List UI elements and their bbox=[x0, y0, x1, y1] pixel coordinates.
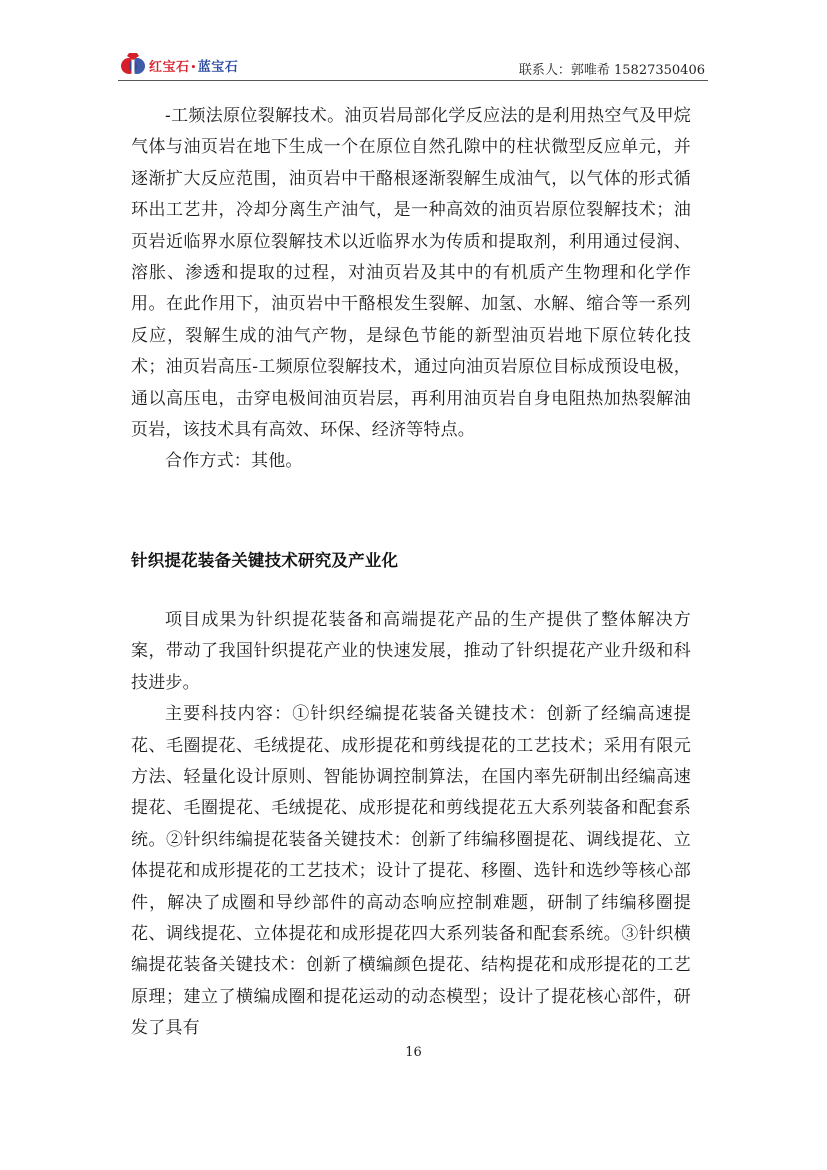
paragraph-main-technology: 主要科技内容：①针织经编提花装备关键技术：创新了经编高速提花、毛圈提花、毛绒提花、成形提花和剪线提花的工艺技术；采用有限元方法、轻量化设计原则、智能协调控制算法，在国内率先研制出经编高速提花、毛圈提花、毛绒提花、成形提花和剪线提花五大系列装备和配套系统。②针织纬编提花装备关键技术：创新了纬编移圈提花、调线提花、立体提花和成形提花的工艺技术；设计了提花、移圈、选针和选纱等核心部件，解决了成圈和导纱部件的高动态响应控制难题，研制了纬编移圈提花、调线提花、立体提花和成形提花四大系列装备和配套系统。③针织横编提花装备关键技术：创新了横编颜色提花、结构提花和成形提花的工艺原理；建立了横编成圈和提花运动的动态模型；设计了提花核心部件，研发了具有 bbox=[131, 704, 691, 1039]
cooperation-line: 合作方式：其他。 bbox=[165, 451, 303, 472]
logo-wordmark bbox=[149, 56, 238, 75]
main-content-bottom bbox=[131, 605, 691, 1045]
section-title: 针织提花装备关键技术研究及产业化 bbox=[131, 551, 399, 570]
logo-text-red: 红宝石 bbox=[149, 59, 190, 75]
paragraph-oil-shale: -工频法原位裂解技术。油页岩局部化学反应法的是利用热空气及甲烷气体与油页岩在地下生成一个在原位自然孔隙中的柱状微型反应单元，并逐渐扩大反应范围，油页岩中干酪根逐渐裂解生成油气，以气体的形式循环出工艺井，冷却分离生产油气，是一种高效的油页岩原位裂解技术；油页岩近临界水原位裂解技术以近临界水为传质和提取剂，利用通过侵润、溶胀、渗透和提取的过程，对油页岩及其中的有机质产生物理和化学作用。在此作用下，油页岩中干酪根发生裂解、加氢、水解、缩合等一系列反应，裂解生成的油气产物，是绿色节能的新型油页岩地下原位转化技术；油页岩高压-工频原位裂解技术，通过向油页岩原位目标成预设电极，通以高压电，击穿电极间油页岩层，再利用油页岩自身电阻热加热裂解油页岩，该技术具有高效、环保、经济等特点。 bbox=[131, 106, 691, 441]
paragraph-project-outcome: 项目成果为针织提花装备和高端提花产品的生产提供了整体解决方案，带动了我国针织提花产业的快速发展，推动了针织提花产业升级和科技进步。 bbox=[131, 610, 691, 693]
logo-text-blue: 蓝宝石 bbox=[197, 59, 239, 75]
page-header bbox=[120, 52, 705, 78]
gem-logo-icon bbox=[120, 52, 146, 78]
contact-info: 联系人：郭唯希 15827350406 bbox=[518, 63, 705, 78]
main-content-top bbox=[131, 101, 691, 478]
logo-separator: • bbox=[190, 62, 197, 73]
page-number: 16 bbox=[405, 1045, 422, 1060]
header-divider bbox=[118, 80, 708, 81]
company-logo bbox=[120, 52, 238, 78]
